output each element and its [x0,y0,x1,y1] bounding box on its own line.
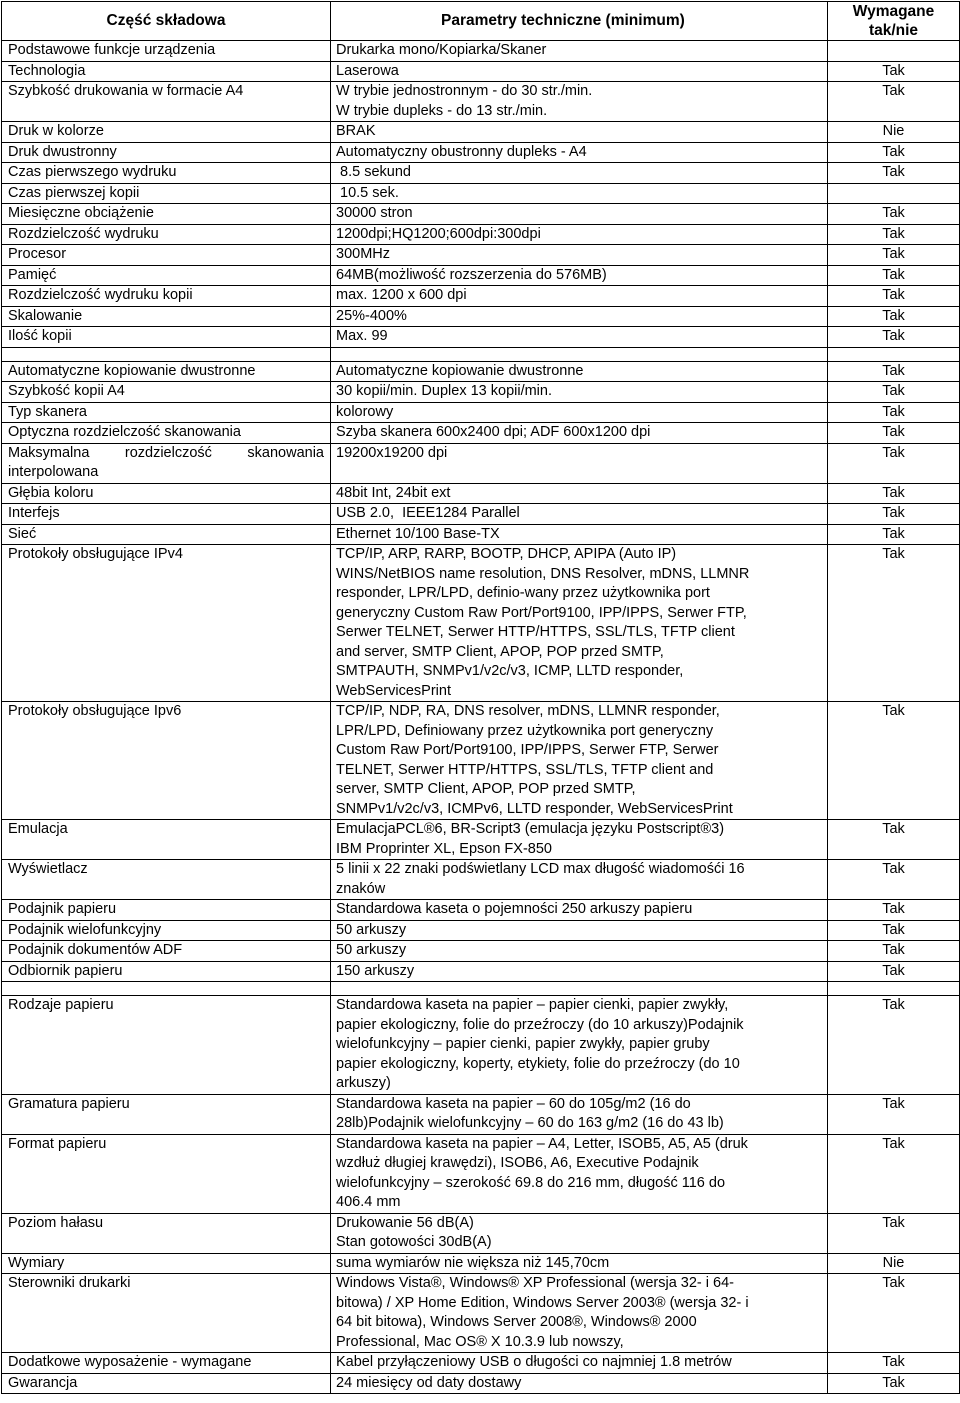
table-header-row [2,2,960,41]
parameter-value: 10.5 sek. [331,183,828,204]
required-flag: Tak [828,163,960,184]
component-name: Pamięć [2,265,331,286]
table-row [2,306,960,327]
component-name: Automatyczne kopiowanie dwustronne [2,361,331,382]
table-row [2,941,960,962]
table-row [2,900,960,921]
required-flag: Tak [828,941,960,962]
component-name: Poziom hałasu [2,1213,331,1253]
table-row [2,1134,960,1213]
parameter-value: 300MHz [331,245,828,266]
required-flag: Tak [828,1213,960,1253]
required-flag: Tak [828,443,960,483]
parameter-value: Ethernet 10/100 Base-TX [331,524,828,545]
parameter-value: Automatyczny obustronny dupleks - A4 [331,142,828,163]
table-row [2,245,960,266]
parameter-value: Max. 99 [331,327,828,348]
required-flag [828,41,960,62]
parameter-value: Szyba skanera 600x2400 dpi; ADF 600x1200 dpi [331,423,828,444]
parameter-value: Standardowa kaseta na papier – A4, Letter, ISOB5, A5, A5 (druk wzdłuż długiej krawędzi), ISOB6, A6, Executive Podajnik wielofunkcyjny – szerokość 69.8 do 216 mm, długość 116 do 406.4 mm [331,1134,828,1213]
parameter-value: 50 arkuszy [331,920,828,941]
component-name: Emulacja [2,820,331,860]
required-flag: Tak [828,327,960,348]
component-name: Podajnik dokumentów ADF [2,941,331,962]
required-flag: Tak [828,265,960,286]
required-flag: Tak [828,820,960,860]
parameter-value: Standardowa kaseta na papier – 60 do 105g/m2 (16 do 28lb)Podajnik wielofunkcyjny – 60 do 163 g/m2 (16 do 43 lb) [331,1094,828,1134]
required-flag: Tak [828,860,960,900]
required-flag: Tak [828,142,960,163]
required-flag: Tak [828,1134,960,1213]
required-flag: Tak [828,483,960,504]
required-flag: Tak [828,504,960,525]
parameter-value: USB 2.0, IEEE1284 Parallel [331,504,828,525]
table-row [2,265,960,286]
table-row [2,443,960,483]
component-name: Wyświetlacz [2,860,331,900]
required-flag: Tak [828,900,960,921]
component-name: Druk w kolorze [2,122,331,143]
table-row [2,1253,960,1274]
required-flag: Tak [828,82,960,122]
required-flag: Tak [828,286,960,307]
table-row [2,183,960,204]
table-row [2,327,960,348]
required-flag: Tak [828,204,960,225]
table-row [2,204,960,225]
required-flag: Tak [828,1094,960,1134]
table-row [2,402,960,423]
required-flag: Tak [828,61,960,82]
component-name: Podajnik wielofunkcyjny [2,920,331,941]
parameter-value: EmulacjaPCL®6, BR-Script3 (emulacja języku Postscript®3) IBM Proprinter XL, Epson FX-850 [331,820,828,860]
parameter-value: TCP/IP, ARP, RARP, BOOTP, DHCP, APIPA (Auto IP) WINS/NetBIOS name resolution, DNS Resolver, mDNS, LLMNR responder, LPR/LPD, definio-wany przez użytkownika port generyczny Custom Raw Port/Port9100, IPP/IPPS, Serwer FTP, Serwer TELNET, Serwer HTTP/HTTPS, SSL/TLS, TFTP client and server, SMTP Client, APOP, POP przed SMTP, SMTPAUTH, SNMPv1/v2c/v3, ICMP, LLTD responder, WebServicesPrint [331,545,828,702]
table-row [2,504,960,525]
table-row [2,702,960,820]
required-flag: Tak [828,361,960,382]
required-flag: Tak [828,1274,960,1353]
table-row [2,1213,960,1253]
component-name: Technologia [2,61,331,82]
component-name: Procesor [2,245,331,266]
parameter-value: 64MB(możliwość rozszerzenia do 576MB) [331,265,828,286]
required-flag: Tak [828,402,960,423]
required-flag: Nie [828,122,960,143]
table-row [2,142,960,163]
table-row [2,382,960,403]
table-row [2,483,960,504]
parameter-value: 24 miesięcy od daty dostawy [331,1373,828,1394]
component-name: Wymiary [2,1253,331,1274]
header-component: Część składowa [2,2,331,41]
parameter-value: 1200dpi;HQ1200;600dpi:300dpi [331,224,828,245]
spacer-row [2,982,960,996]
required-flag: Tak [828,224,960,245]
parameter-value: Laserowa [331,61,828,82]
required-flag: Tak [828,382,960,403]
required-flag: Tak [828,1373,960,1394]
table-row [2,1094,960,1134]
parameter-value: Kabel przyłączeniowy USB o długości co najmniej 1.8 metrów [331,1353,828,1374]
parameter-value: TCP/IP, NDP, RA, DNS resolver, mDNS, LLMNR responder, LPR/LPD, Definiowany przez użytkownika port generyczny Custom Raw Port/Port9100, IPP/IPPS, Serwer FTP, Serwer TELNET, Serwer HTTP/HTTPS, SSL/TLS, TFTP client and server, SMTP Client, APOP, POP przed SMTP, SNMPv1/v2c/v3, ICMPv6, LLTD responder, WebServicesPrint [331,702,828,820]
parameter-value: kolorowy [331,402,828,423]
parameter-value: 48bit Int, 24bit ext [331,483,828,504]
spacer-cell [2,982,331,996]
parameter-value: Drukarka mono/Kopiarka/Skaner [331,41,828,62]
header-required: Wymagane tak/nie [828,2,960,41]
parameter-value: 50 arkuszy [331,941,828,962]
spacer-cell [828,982,960,996]
required-flag: Tak [828,524,960,545]
component-name: Szybkość kopii A4 [2,382,331,403]
component-name: Format papieru [2,1134,331,1213]
component-name: Rozdzielczość wydruku [2,224,331,245]
parameter-value: 8.5 sekund [331,163,828,184]
spacer-cell [331,347,828,361]
parameter-value: 30000 stron [331,204,828,225]
component-name: Gramatura papieru [2,1094,331,1134]
table-row [2,996,960,1095]
parameter-value: 30 kopii/min. Duplex 13 kopii/min. [331,382,828,403]
parameter-value: 150 arkuszy [331,961,828,982]
spacer-row [2,347,960,361]
table-row [2,41,960,62]
parameter-value: Automatyczne kopiowanie dwustronne [331,361,828,382]
table-row [2,961,960,982]
parameter-value: max. 1200 x 600 dpi [331,286,828,307]
required-flag: Tak [828,306,960,327]
table-row [2,361,960,382]
spec-table [1,1,960,1394]
component-name: Podajnik papieru [2,900,331,921]
component-name: Ilość kopii [2,327,331,348]
component-name: Rodzaje papieru [2,996,331,1095]
spacer-cell [828,347,960,361]
component-name: Maksymalna rozdzielczość skanowania interpolowana [2,443,331,483]
table-row [2,224,960,245]
required-flag: Tak [828,996,960,1095]
component-name: Gwarancja [2,1373,331,1394]
parameter-value: W trybie jednostronnym - do 30 str./min. W trybie dupleks - do 13 str./min. [331,82,828,122]
table-row [2,61,960,82]
table-row [2,82,960,122]
required-flag: Tak [828,961,960,982]
table-row [2,860,960,900]
table-row [2,286,960,307]
required-flag: Tak [828,545,960,702]
component-name: Protokoły obsługujące Ipv6 [2,702,331,820]
parameter-value: BRAK [331,122,828,143]
component-name: Druk dwustronny [2,142,331,163]
table-row [2,524,960,545]
required-flag: Tak [828,1353,960,1374]
component-name: Głębia koloru [2,483,331,504]
required-flag: Tak [828,702,960,820]
parameter-value: Drukowanie 56 dB(A) Stan gotowości 30dB(A) [331,1213,828,1253]
component-name: Miesięczne obciążenie [2,204,331,225]
component-name: Czas pierwszego wydruku [2,163,331,184]
table-row [2,920,960,941]
table-row [2,1353,960,1374]
table-row [2,163,960,184]
table-row [2,1373,960,1394]
spec-table-body [2,2,960,1394]
component-name: Szybkość drukowania w formacie A4 [2,82,331,122]
table-row [2,545,960,702]
component-name: Typ skanera [2,402,331,423]
spacer-cell [331,982,828,996]
required-flag: Nie [828,1253,960,1274]
required-flag: Tak [828,423,960,444]
required-flag: Tak [828,920,960,941]
parameter-value: suma wymiarów nie większa niż 145,70cm [331,1253,828,1274]
table-row [2,1274,960,1353]
component-name: Interfejs [2,504,331,525]
required-flag: Tak [828,245,960,266]
table-row [2,820,960,860]
component-name: Skalowanie [2,306,331,327]
spacer-cell [2,347,331,361]
required-flag [828,183,960,204]
component-name: Podstawowe funkcje urządzenia [2,41,331,62]
parameter-value: 5 linii x 22 znaki podświetlany LCD max długość wiadomośći 16 znaków [331,860,828,900]
component-name: Czas pierwszej kopii [2,183,331,204]
table-row [2,423,960,444]
parameter-value: Standardowa kaseta na papier – papier cienki, papier zwykły, papier ekologiczny, folie do przeźroczy (do 10 arkuszy)Podajnik wielofunkcyjny – papier cienki, papier zwykły, papier gruby papier ekologiczny, koperty, etykiety, folie do przeźroczy (do 10 arkuszy) [331,996,828,1095]
component-name: Optyczna rozdzielczość skanowania [2,423,331,444]
component-name: Rozdzielczość wydruku kopii [2,286,331,307]
table-row [2,122,960,143]
component-name: Sieć [2,524,331,545]
parameter-value: 19200x19200 dpi [331,443,828,483]
component-name: Protokoły obsługujące IPv4 [2,545,331,702]
component-name: Sterowniki drukarki [2,1274,331,1353]
parameter-value: 25%-400% [331,306,828,327]
parameter-value: Standardowa kaseta o pojemności 250 arkuszy papieru [331,900,828,921]
parameter-value: Windows Vista®, Windows® XP Professional (wersja 32- i 64- bitowa) / XP Home Edition, Windows Server 2003® (wersja 32- i 64 bit bitowa), Windows Server 2008®, Windows® 2000 Professional, Mac OS® X 10.3.9 lub nowszy, [331,1274,828,1353]
component-name: Dodatkowe wyposażenie - wymagane [2,1353,331,1374]
header-params: Parametry techniczne (minimum) [331,2,828,41]
component-name: Odbiornik papieru [2,961,331,982]
